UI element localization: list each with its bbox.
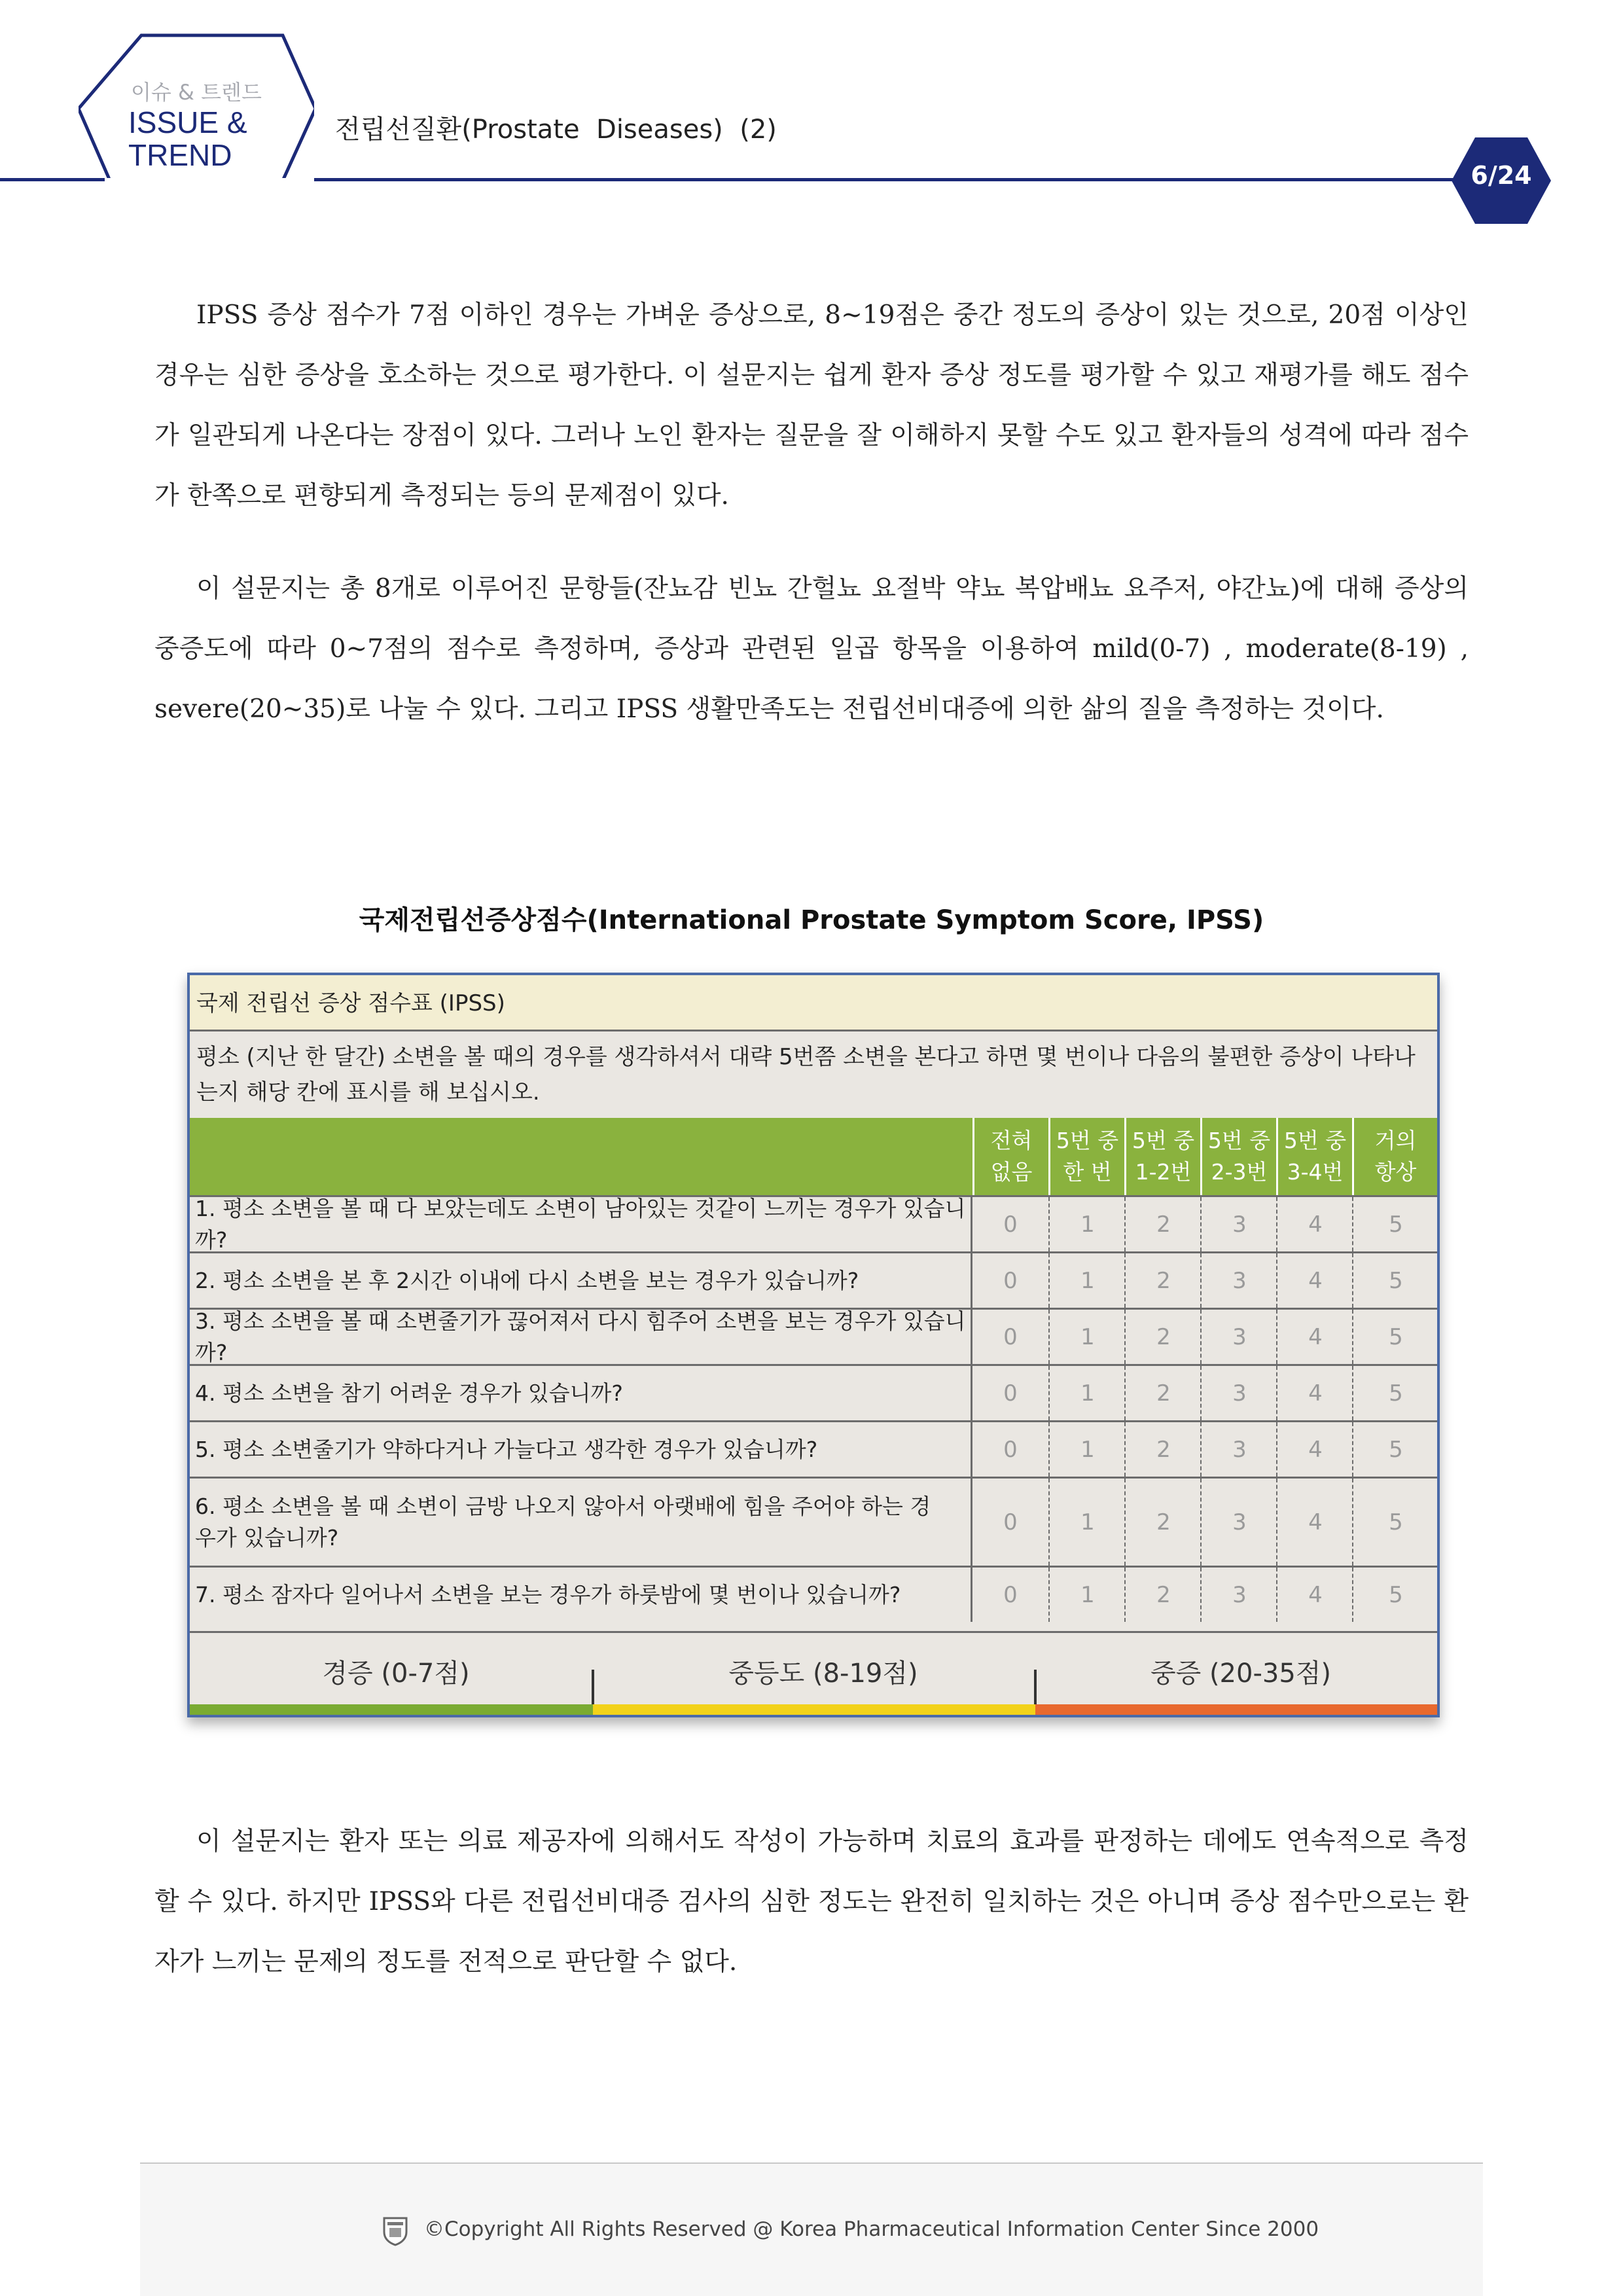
ipss-column-header-bar: [190, 1118, 1437, 1195]
question-label: 3. 평소 소변을 볼 때 소변줄기가 끊어져서 다시 힘주어 소변을 보는 경우가 있습니까?: [195, 1308, 966, 1365]
score-option[interactable]: 3: [1200, 1479, 1277, 1566]
ipss-score-table: [187, 973, 1440, 1717]
column-header: [972, 1118, 1048, 1195]
column-header: [1124, 1118, 1200, 1195]
column-header-line2: 1-2번: [1135, 1159, 1192, 1185]
page-number: 6/24: [1471, 161, 1532, 190]
score-option[interactable]: 0: [1003, 1436, 1018, 1463]
column-header-line2: 3-4번: [1287, 1159, 1344, 1185]
score-option[interactable]: 0: [1003, 1211, 1018, 1238]
badge-english-label: ISSUE & TREND: [128, 105, 247, 172]
score-option[interactable]: 0: [1003, 1509, 1018, 1535]
footer-rule: [140, 2162, 1483, 2164]
score-option[interactable]: 4: [1276, 1366, 1353, 1420]
score-option[interactable]: 1: [1048, 1253, 1126, 1308]
column-header: [1048, 1118, 1124, 1195]
severity-label-mild: 경증 (0-7점): [322, 1659, 470, 1689]
severity-scale: [190, 1631, 1437, 1715]
paragraph-questionnaire-limits: 이 설문지는 환자 또는 의료 제공자에 의해서도 작성이 가능하며 치료의 효과를 판정하는 데에도 연속적으로 측정할 수 있다. 하지만 IPSS와 다른 전립선비대증 검사의 심한 정도는 완전히 일치하는 것은 아니며 증상 점수만으로는 환자가 느끼는 문제의 정도를 전적으로 판단할 수 없다.: [154, 1827, 1469, 1977]
score-option[interactable]: 0: [1003, 1267, 1018, 1294]
column-header-line2: 없음: [990, 1159, 1033, 1185]
question-text: [190, 1253, 972, 1308]
score-option[interactable]: 4: [1276, 1197, 1353, 1251]
score-option[interactable]: 5: [1352, 1568, 1438, 1622]
question-label: 7. 평소 잠자다 일어나서 소변을 보는 경우가 하룻밤에 몇 번이나 있습니까?: [195, 1581, 901, 1607]
question-label: 2. 평소 소변을 본 후 2시간 이내에 다시 소변을 보는 경우가 있습니까?: [195, 1267, 859, 1293]
question-text: [190, 1310, 972, 1364]
question-row: [190, 1566, 1437, 1622]
badge-korean-label: 이슈 & 트렌드: [131, 80, 262, 105]
severity-divider: [592, 1670, 594, 1706]
question-text: [190, 1366, 972, 1420]
question-text: [190, 1197, 972, 1251]
question-text: [190, 1568, 972, 1622]
score-option[interactable]: 4: [1276, 1310, 1353, 1364]
score-option[interactable]: 3: [1200, 1197, 1277, 1251]
question-row: [190, 1251, 1437, 1308]
severity-bar-moderate: [593, 1704, 1035, 1715]
column-header: [1352, 1118, 1437, 1195]
question-row: [190, 1195, 1437, 1251]
column-header-line1: 전혀: [990, 1128, 1033, 1153]
question-text: [190, 1422, 972, 1477]
score-option[interactable]: 2: [1124, 1197, 1202, 1251]
score-option[interactable]: 2: [1124, 1479, 1202, 1566]
column-header-line1: 거의: [1374, 1128, 1417, 1153]
question-row: [190, 1308, 1437, 1364]
column-header-line2: 한 번: [1063, 1159, 1112, 1185]
score-option[interactable]: 5: [1352, 1310, 1438, 1364]
question-row: [190, 1364, 1437, 1420]
column-header: [1200, 1118, 1276, 1195]
copyright-text: ©Copyright All Rights Reserved @ Korea Pharmaceutical Information Center Since 2000: [424, 2217, 1319, 2241]
score-option[interactable]: 2: [1124, 1366, 1202, 1420]
column-header-line2: 항상: [1374, 1159, 1417, 1185]
column-header-line2: 2-3번: [1211, 1159, 1268, 1185]
question-row: [190, 1420, 1437, 1477]
score-option[interactable]: 3: [1200, 1568, 1277, 1622]
score-option[interactable]: 2: [1124, 1422, 1202, 1477]
score-option[interactable]: 0: [1003, 1581, 1018, 1608]
score-option[interactable]: 5: [1352, 1479, 1438, 1566]
score-option[interactable]: 1: [1048, 1366, 1126, 1420]
ipss-table-instruction: 평소 (지난 한 달간) 소변을 볼 때의 경우를 생각하셔서 대략 5번쯤 소변을 본다고 하면 몇 번이나 다음의 불편한 증상이 나타나는지 해당 칸에 표시를 해 보십시오.: [190, 1031, 1437, 1118]
question-row: [190, 1477, 1437, 1566]
score-option[interactable]: 1: [1048, 1568, 1126, 1622]
score-option[interactable]: 5: [1352, 1197, 1438, 1251]
column-header-line1: 5번 중: [1132, 1128, 1195, 1153]
score-option[interactable]: 3: [1200, 1422, 1277, 1477]
score-option[interactable]: 3: [1200, 1310, 1277, 1364]
page-title: 전립선질환(Prostate Diseases) (2): [335, 115, 777, 145]
score-option[interactable]: 1: [1048, 1310, 1126, 1364]
score-option[interactable]: 0: [1003, 1323, 1018, 1350]
question-label: 4. 평소 소변을 참기 어려운 경우가 있습니까?: [195, 1380, 623, 1406]
score-option[interactable]: 4: [1276, 1422, 1353, 1477]
score-option[interactable]: 3: [1200, 1366, 1277, 1420]
column-header-line1: 5번 중: [1283, 1128, 1347, 1153]
paragraph-ipss-scoring: IPSS 증상 점수가 7점 이하인 경우는 가벼운 증상으로, 8~19점은 중간 정도의 증상이 있는 것으로, 20점 이상인 경우는 심한 증상을 호소하는 것으로 평가한다. 이 설문지는 쉽게 환자 증상 정도를 평가할 수 있고 재평가를 해도 점수가 일관되게 나온다는 장점이 있다. 그러나 노인 환자는 질문을 잘 이해하지 못할 수도 있고 환자들의 성격에 따라 점수가 한쪽으로 편향되게 측정되는 등의 문제점이 있다.: [154, 300, 1469, 511]
column-header-line1: 5번 중: [1056, 1128, 1119, 1153]
score-option[interactable]: 4: [1276, 1253, 1353, 1308]
ipss-table-heading: 국제 전립선 증상 점수표 (IPSS): [190, 975, 1437, 1031]
score-option[interactable]: 2: [1124, 1253, 1202, 1308]
severity-bar-severe: [1035, 1704, 1437, 1715]
question-label: 6. 평소 소변을 볼 때 소변이 금방 나오지 않아서 아랫배에 힘을 주어야 하는 경우가 있습니까?: [195, 1493, 931, 1551]
score-option[interactable]: 2: [1124, 1310, 1202, 1364]
severity-bar-mild: [190, 1704, 593, 1715]
severity-divider: [1034, 1670, 1037, 1706]
score-option[interactable]: 5: [1352, 1366, 1438, 1420]
column-header: [1276, 1118, 1352, 1195]
score-option[interactable]: 5: [1352, 1253, 1438, 1308]
score-option[interactable]: 4: [1276, 1568, 1353, 1622]
score-option[interactable]: 4: [1276, 1479, 1353, 1566]
score-option[interactable]: 2: [1124, 1568, 1202, 1622]
question-label: 5. 평소 소변줄기가 약하다거나 가늘다고 생각한 경우가 있습니까?: [195, 1436, 818, 1462]
score-option[interactable]: 1: [1048, 1197, 1126, 1251]
score-option[interactable]: 0: [1003, 1380, 1018, 1407]
paragraph-questionnaire-items: 이 설문지는 총 8개로 이루어진 문항들(잔뇨감 빈뇨 간헐뇨 요절박 약뇨 복압배뇨 요주저, 야간뇨)에 대해 증상의 중증도에 따라 0~7점의 점수로 측정하며, 증상과 관련된 일곱 항목을 이용하여 mild(0-7) , moderate(8-19) , severe(20~35)로 나눌 수 있다. 그리고 IPSS 생활만족도는 전립선비대증에 의한 삶의 질을 측정하는 것이다.: [154, 574, 1469, 724]
figure-title: 국제전립선증상점수(International Prostate Symptom Score, IPSS): [359, 905, 1264, 935]
severity-label-severe: 중증 (20-35점): [1150, 1659, 1332, 1689]
shield-logo-icon: [382, 2216, 408, 2246]
score-option[interactable]: 3: [1200, 1253, 1277, 1308]
question-label: 1. 평소 소변을 볼 때 다 보았는데도 소변이 남아있는 것같이 느끼는 경우가 있습니까?: [195, 1195, 966, 1253]
question-text: [190, 1479, 972, 1566]
score-option[interactable]: 5: [1352, 1422, 1438, 1477]
score-option[interactable]: 1: [1048, 1479, 1126, 1566]
score-option[interactable]: 1: [1048, 1422, 1126, 1477]
column-header-line1: 5번 중: [1207, 1128, 1271, 1153]
severity-label-moderate: 중등도 (8-19점): [728, 1659, 918, 1689]
